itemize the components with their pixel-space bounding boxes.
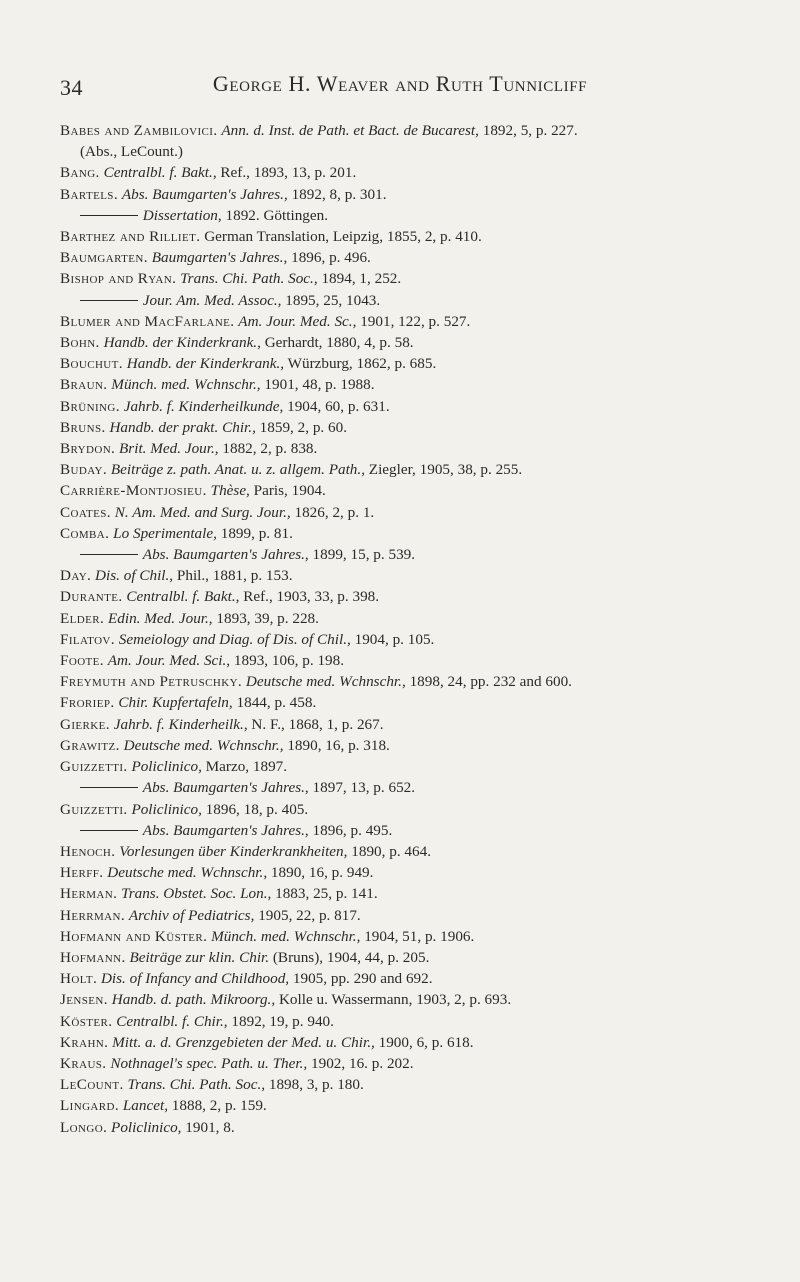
entry-title: Beiträge zur klin. Chir.	[129, 948, 270, 966]
bibliography-entry	[60, 968, 780, 989]
bibliography-entry	[60, 989, 780, 1010]
bibliography-entry	[60, 184, 780, 205]
bibliography-entry	[60, 820, 780, 841]
entry-title: Abs. Baumgarten's Jahres.,	[142, 546, 309, 564]
entry-title: Centralbl. f. Bakt.,	[103, 164, 217, 182]
bibliography-entry	[60, 311, 780, 332]
entry-author: Herman.	[60, 885, 118, 903]
entry-title: Handb. der Kinderkrank.,	[103, 334, 261, 352]
ditto-rule	[80, 830, 138, 831]
entry-author: Longo.	[60, 1118, 108, 1136]
entry-details: N. F., 1868, 1, p. 267.	[251, 715, 384, 733]
entry-title: Abs. Baumgarten's Jahres.,	[142, 779, 309, 797]
entry-author: Köster.	[60, 1012, 113, 1030]
entry-details: Marzo, 1897.	[205, 758, 288, 776]
entry-title: Nothnagel's spec. Path. u. Ther.,	[110, 1054, 308, 1072]
bibliography-entry	[60, 862, 780, 883]
ditto-rule	[80, 554, 138, 555]
entry-author: Hofmann.	[60, 948, 126, 966]
entry-author: Buday.	[60, 461, 108, 479]
entry-details: Ref., 1893, 13, p. 201.	[220, 164, 357, 182]
bibliography-entry	[60, 565, 780, 586]
bibliography-entry	[60, 1053, 780, 1074]
bibliography-entry	[60, 502, 780, 523]
entry-details: 1904, 60, p. 631.	[287, 397, 390, 415]
entry-title: Lancet,	[122, 1097, 168, 1115]
entry-author: Hofmann and Küster.	[60, 927, 208, 945]
entry-title: Am. Jour. Med. Sci.,	[107, 652, 231, 670]
entry-details: Phil., 1881, p. 153.	[176, 567, 293, 585]
ditto-rule	[80, 300, 138, 301]
entry-title: Lo Sperimentale,	[113, 524, 217, 542]
entry-title: Chir. Kupfertafeln,	[118, 694, 233, 712]
entry-author: Herff.	[60, 864, 104, 882]
entry-details: Ziegler, 1905, 38, p. 255.	[368, 461, 523, 479]
entry-details: 1844, p. 458.	[236, 694, 317, 712]
bibliography-entry	[60, 629, 780, 650]
entry-title: Deutsche med. Wchnschr.,	[123, 736, 284, 754]
entry-author: LeCount.	[60, 1076, 124, 1094]
bibliography-entry	[60, 714, 780, 735]
entry-details: 1890, 16, p. 949.	[270, 864, 374, 882]
entry-author: Herrman.	[60, 906, 126, 924]
entry-author: Barthez and Rilliet.	[60, 228, 201, 246]
entry-details: Kolle u. Wassermann, 1903, 2, p. 693.	[278, 991, 512, 1009]
entry-title: Edin. Med. Jour.,	[108, 609, 213, 627]
entry-title: Baumgarten's Jahres.,	[151, 249, 288, 267]
bibliography-entry	[60, 1117, 780, 1138]
entry-details: 1904, 51, p. 1906.	[364, 927, 475, 945]
entry-details: 1890, 16, p. 318.	[287, 736, 390, 754]
entry-author: Kraus.	[60, 1054, 107, 1072]
entry-author: Bouchut.	[60, 355, 123, 373]
bibliography-entry	[60, 544, 780, 565]
entry-details: 1897, 13, p. 652.	[312, 779, 416, 797]
bibliography-entry	[60, 247, 780, 268]
entry-title: Deutsche med. Wchnschr.,	[107, 864, 268, 882]
entry-title: N. Am. Med. and Surg. Jour.,	[114, 503, 291, 521]
entry-title: Semeiology and Diag. of Dis. of Chil.,	[118, 630, 351, 648]
entry-details: Würzburg, 1862, p. 685.	[287, 355, 437, 373]
entry-author: Durante.	[60, 588, 123, 606]
entry-details: 1892. Göttingen.	[225, 206, 329, 224]
entry-title: Archiv of Pediatrics,	[128, 906, 255, 924]
entry-title: Centralbl. f. Chir.,	[116, 1012, 228, 1030]
entry-author: Brydon.	[60, 440, 116, 458]
entry-details: 1893, 106, p. 198.	[233, 652, 345, 670]
bibliography-entry	[60, 799, 780, 820]
entry-author: Holt.	[60, 970, 98, 988]
entry-author: Guizzetti.	[60, 758, 128, 776]
entry-details: 1893, 39, p. 228.	[216, 609, 319, 627]
entry-title: Jour. Am. Med. Assoc.,	[142, 291, 282, 309]
entry-title: Jahrb. f. Kinderheilkunde,	[123, 397, 284, 415]
entry-title: Trans. Chi. Path. Soc.,	[127, 1076, 266, 1094]
entry-title: Münch. med. Wchnschr.,	[211, 927, 361, 945]
bibliography-entry	[60, 205, 780, 226]
entry-author: Henoch.	[60, 842, 116, 860]
entry-title: Abs. Baumgarten's Jahres.,	[142, 821, 309, 839]
bibliography-entry	[60, 947, 780, 968]
entry-author: Guizzetti.	[60, 800, 128, 818]
entry-details: 1902, 16. p. 202.	[311, 1054, 414, 1072]
entry-author: Comba.	[60, 524, 110, 542]
bibliography-entry	[60, 141, 780, 162]
entry-author: Bartels.	[60, 185, 119, 203]
bibliography-entry	[60, 120, 780, 141]
entry-author: Foote.	[60, 652, 104, 670]
bibliography-entry	[60, 332, 780, 353]
bibliography-entry	[60, 417, 780, 438]
bibliography-entry	[60, 162, 780, 183]
entry-author: Freymuth and Petruschky.	[60, 673, 243, 691]
entry-details: 1896, 18, p. 405.	[205, 800, 309, 818]
entry-author: Blumer and MacFarlane.	[60, 312, 235, 330]
entry-title: Policlinico,	[111, 1118, 182, 1136]
entry-title: Policlinico,	[131, 800, 202, 818]
entry-author: Froriep.	[60, 694, 115, 712]
entry-details: 1896, p. 496.	[291, 249, 371, 267]
entry-title: Dis. of Infancy and Childhood,	[100, 970, 290, 988]
entry-details: Gerhardt, 1880, 4, p. 58.	[264, 334, 414, 352]
entry-title: Handb. d. path. Mikroorg.,	[111, 991, 276, 1009]
entry-title: Abs. Baumgarten's Jahres.,	[121, 185, 288, 203]
entry-author: Grawitz.	[60, 736, 120, 754]
entry-details: 1905, pp. 290 and 692.	[292, 970, 433, 988]
entry-details: 1892, 8, p. 301.	[291, 185, 387, 203]
entry-title: Jahrb. f. Kinderheilk.,	[113, 715, 248, 733]
entry-title: Policlinico,	[131, 758, 202, 776]
entry-title: Brit. Med. Jour.,	[119, 440, 219, 458]
entry-details: 1901, 48, p. 1988.	[264, 376, 375, 394]
entry-title: Thèse,	[210, 482, 250, 500]
entry-details: 1894, 1, 252.	[321, 270, 402, 288]
entry-author: Coates.	[60, 503, 111, 521]
running-head: George H. Weaver and Ruth Tunnicliff	[212, 71, 588, 96]
entry-title: Münch. med. Wchnschr.,	[111, 376, 261, 394]
entry-details: Paris, 1904.	[253, 482, 326, 500]
entry-author: Brüning.	[60, 397, 120, 415]
bibliography-entry	[60, 756, 780, 777]
entry-author: Baumgarten.	[60, 249, 148, 267]
entry-title: Ann. d. Inst. de Path. et Bact. de Bucarest,	[221, 122, 479, 139]
bibliography-entry	[60, 353, 780, 374]
bibliography-entry	[60, 290, 780, 311]
entry-author: Krahn.	[60, 1033, 109, 1051]
entry-title: Am. Jour. Med. Sc.,	[238, 312, 357, 330]
entry-title: Dissertation,	[142, 206, 222, 224]
entry-author: Bang.	[60, 164, 100, 182]
entry-author: Bruns.	[60, 418, 106, 436]
entry-details: 1882, 2, p. 838.	[222, 440, 318, 458]
bibliography-entry	[60, 1095, 780, 1116]
entry-title: Deutsche med. Wchnschr.,	[245, 673, 406, 691]
entry-title: Mitt. a. d. Grenzgebieten der Med. u. Chir.,	[112, 1033, 375, 1051]
bibliography-entry	[60, 608, 780, 629]
bibliography-entry	[60, 650, 780, 671]
bibliography-entry	[60, 777, 780, 798]
bibliography-entry	[60, 1011, 780, 1032]
bibliography-entry	[60, 438, 780, 459]
entry-details: 1859, 2, p. 60.	[259, 418, 347, 436]
entry-details: 1901, 122, p. 527.	[360, 312, 471, 330]
bibliography-entry	[60, 226, 780, 247]
entry-details: 1895, 25, 1043.	[285, 291, 381, 309]
bibliography-entry	[60, 671, 780, 692]
entry-details: 1900, 6, p. 618.	[378, 1033, 474, 1051]
bibliography-entry	[60, 905, 780, 926]
entry-author: Carrière-Montjosieu.	[60, 482, 207, 500]
entry-details: 1826, 2, p. 1.	[294, 503, 375, 521]
bibliography-entry	[60, 883, 780, 904]
entry-title: Trans. Chi. Path. Soc.,	[180, 270, 318, 288]
entry-author: Day.	[60, 567, 92, 585]
entry-details: 1892, 5, p. 227.	[482, 122, 578, 139]
entry-details: 1901, 8.	[185, 1118, 235, 1136]
bibliography-entry	[60, 926, 780, 947]
bibliography-entry	[60, 268, 780, 289]
bibliography-entry	[60, 1032, 780, 1053]
entry-details: Ref., 1903, 33, p. 398.	[243, 588, 380, 606]
entry-author: Jensen.	[60, 991, 108, 1009]
bibliography-entry	[60, 523, 780, 544]
entry-author: Babes and Zambilovici.	[60, 122, 218, 139]
entry-details: 1896, p. 495.	[312, 821, 393, 839]
entry-author: Lingard.	[60, 1097, 120, 1115]
entry-title: Handb. der prakt. Chir.,	[109, 418, 256, 436]
entry-details: German Translation, Leipzig, 1855, 2, p. 410.	[204, 228, 482, 246]
page-header	[0, 0, 800, 120]
entry-details: 1905, 22, p. 817.	[258, 906, 361, 924]
entry-details: 1898, 24, pp. 232 and 600.	[409, 673, 572, 691]
entry-details: 1888, 2, p. 159.	[171, 1097, 267, 1115]
bibliography-entry	[60, 459, 780, 480]
entry-details: 1898, 3, p. 180.	[268, 1076, 364, 1094]
entry-title: Beiträge z. path. Anat. u. z. allgem. Path.,	[110, 461, 365, 479]
entry-title: Centralbl. f. Bakt.,	[126, 588, 240, 606]
entry-author: Gierke.	[60, 715, 110, 733]
entry-details: 1904, p. 105.	[354, 630, 435, 648]
entry-title: Vorlesungen über Kinderkrankheiten,	[119, 842, 348, 860]
page-number: 34	[60, 75, 83, 100]
entry-author: Elder.	[60, 609, 105, 627]
entry-details: (Bruns), 1904, 44, p. 205.	[272, 948, 430, 966]
entry-details: 1899, p. 81.	[220, 524, 293, 542]
bibliography-entry	[60, 1074, 780, 1095]
entry-author: Bohn.	[60, 334, 100, 352]
bibliography-entry	[60, 692, 780, 713]
entry-details: 1892, 19, p. 940.	[231, 1012, 334, 1030]
entry-author: Bishop and Ryan.	[60, 270, 177, 288]
bibliography-entry	[60, 586, 780, 607]
bibliography-entry	[60, 480, 780, 501]
bibliography-entry	[60, 374, 780, 395]
bibliography-entry	[60, 396, 780, 417]
entry-continuation: (Abs., LeCount.)	[80, 143, 183, 161]
bibliography-entry	[60, 735, 780, 756]
entry-title: Dis. of Chil.,	[95, 567, 174, 585]
ditto-rule	[80, 215, 138, 216]
bibliography-list	[60, 120, 780, 1138]
entry-details: 1883, 25, p. 141.	[275, 885, 378, 903]
entry-author: Filatov.	[60, 630, 115, 648]
ditto-rule	[80, 787, 138, 788]
entry-details: 1890, p. 464.	[351, 842, 431, 860]
bibliography-entry	[60, 841, 780, 862]
entry-title: Trans. Obstet. Soc. Lon.,	[121, 885, 272, 903]
entry-details: 1899, 15, p. 539.	[312, 546, 416, 564]
entry-author: Braun.	[60, 376, 108, 394]
entry-title: Handb. der Kinderkrank.,	[126, 355, 285, 373]
